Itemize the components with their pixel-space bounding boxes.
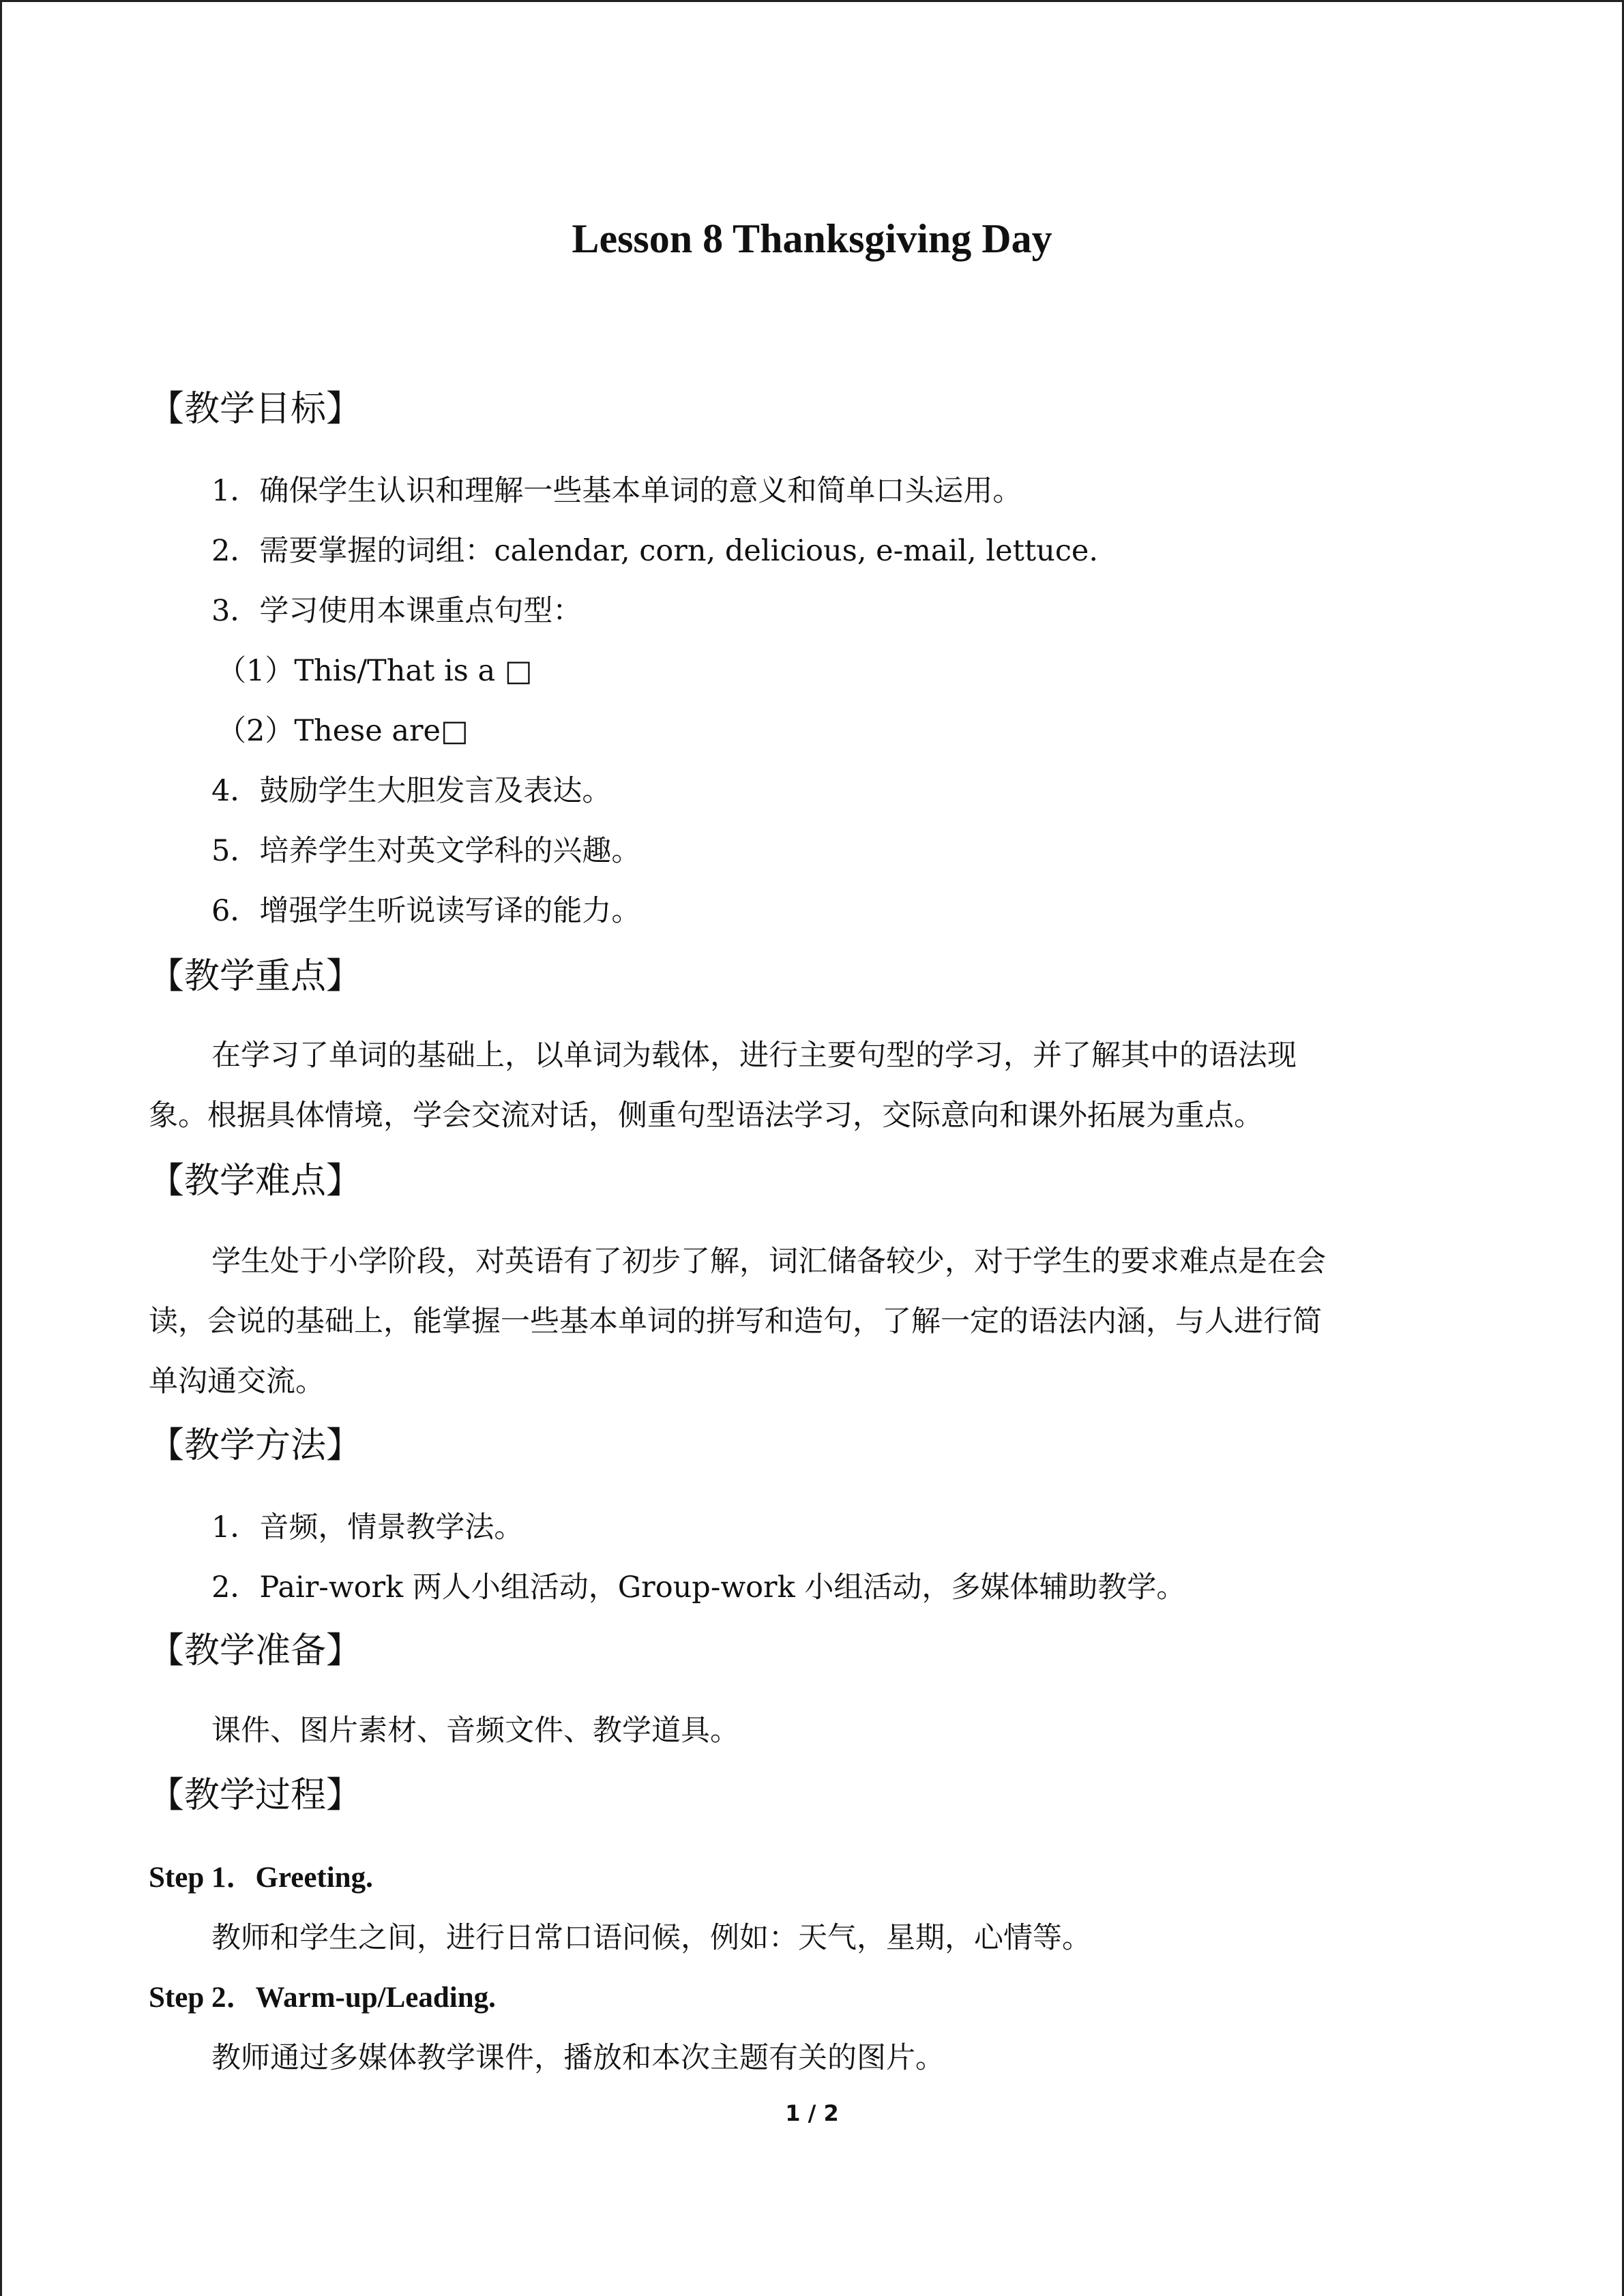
section-heading-process: 【教学过程】 [149,1775,362,1816]
objective-item: 1．确保学生认识和理解一些基本单词的意义和简单口头运用。 [211,474,1022,508]
objective-subitem: （2）These are□ [217,714,469,748]
method-item: 2．Pair-work 两人小组活动，Group-work 小组活动，多媒体辅助教学。 [211,1570,1186,1605]
document-title: Lesson 8 Thanksgiving Day [572,216,1052,261]
method-item: 1．音频，情景教学法。 [211,1510,524,1545]
page-number: 1 / 2 [785,2100,839,2126]
key-points-line: 象。根据具体情境，学会交流对话，侧重句型语法学习，交际意向和课外拓展为重点。 [149,1099,1263,1133]
section-heading-difficulties: 【教学难点】 [149,1161,362,1202]
step-text: 教师和学生之间，进行日常口语问候，例如：天气，星期，心情等。 [211,1921,1091,1955]
section-heading-key-points: 【教学重点】 [149,956,362,997]
objective-item: 4．鼓励学生大胆发言及表达。 [211,774,612,808]
step-title: Step 1．Greeting. [149,1862,373,1894]
section-heading-methods: 【教学方法】 [149,1425,362,1466]
difficulties-line: 学生处于小学阶段，对英语有了初步了解，词汇储备较少，对于学生的要求难点是在会 [211,1244,1326,1279]
page-border-top [0,0,1624,2]
section-heading-preparation: 【教学准备】 [149,1630,362,1671]
difficulties-line: 单沟通交流。 [149,1365,325,1399]
step-title: Step 2．Warm-up/Leading. [149,1982,496,2014]
difficulties-line: 读，会说的基础上，能掌握一些基本单词的拼写和造句，了解一定的语法内涵，与人进行简 [149,1304,1322,1339]
key-points-line: 在学习了单词的基础上，以单词为载体，进行主要句型的学习，并了解其中的语法现 [211,1039,1297,1073]
preparation-text: 课件、图片素材、音频文件、教学道具。 [211,1714,739,1748]
objective-item: 6．增强学生听说读写译的能力。 [211,894,641,928]
objective-item: 2．需要掌握的词组：calendar, corn, delicious, e-mail, lettuce. [211,534,1099,568]
section-heading-objectives: 【教学目标】 [149,389,362,430]
objective-subitem: （1）This/That is a □ [217,654,533,688]
page-border-left [0,0,2,2296]
objective-item: 5．培养学生对英文学科的兴趣。 [211,834,641,868]
objective-item: 3．学习使用本课重点句型： [211,594,582,628]
step-text: 教师通过多媒体教学课件，播放和本次主题有关的图片。 [211,2041,945,2075]
